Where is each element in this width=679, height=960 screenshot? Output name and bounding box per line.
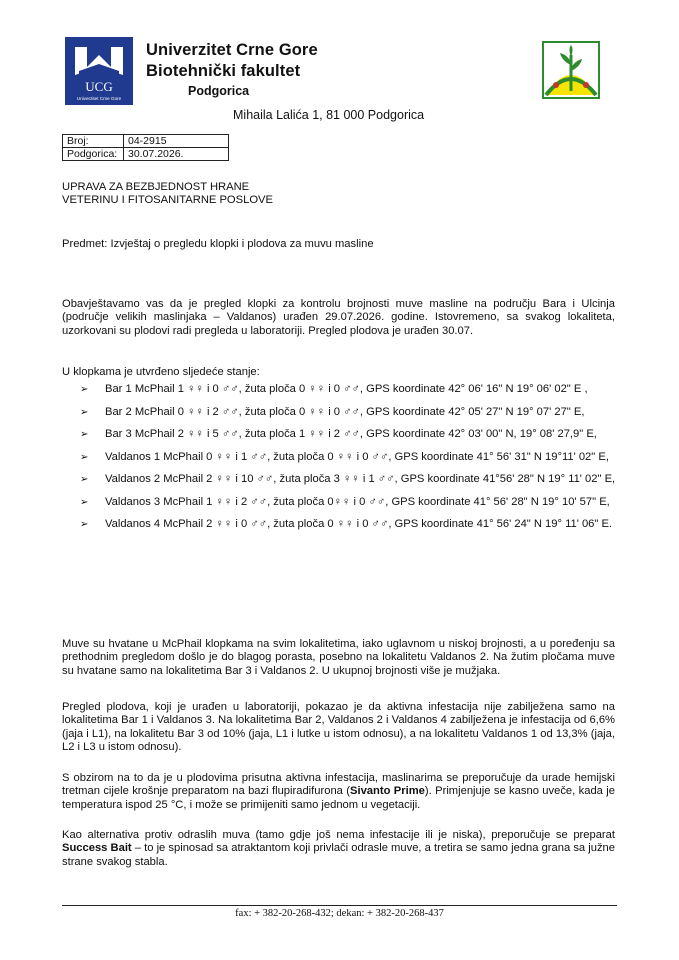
date-label: Podgorica: — [63, 148, 124, 161]
university-name: Univerzitet Crne Gore — [146, 41, 318, 59]
treatment-paragraph — [62, 772, 615, 812]
arrow-bullet-icon: ➢ — [80, 406, 89, 418]
arrow-bullet-icon: ➢ — [80, 384, 89, 395]
reference-table — [62, 134, 229, 161]
arrow-bullet-icon: ➢ — [80, 474, 89, 485]
arrow-bullet-icon: ➢ — [80, 451, 89, 463]
list-item — [80, 518, 620, 531]
list-item — [80, 406, 620, 419]
list-intro: U klopkama je utvrđeno sljedeće stanje: — [62, 366, 260, 378]
recipient-line-1: UPRAVA ZA BEZBJEDNOST HRANE — [62, 181, 250, 193]
fruit-paragraph: Pregled plodova, koji je urađen u laboratoriji, pokazao je da aktivna infestacija nije zabilježena samo na lokalitetima Bar 1 i Valdanos 3. Na lokalitetima Bar 2, Valdanos 2 i Valdanos 4 zabilježena je infestacija od 6,6% (jaja i L1), na lokalitetu Bar 3 od 10% (jaja, L1 i lutke u istom odnosu), a na lokalitetu Valdanos 1 od 13,3% (jaja, L2 i L3 u istom odnosu). — [62, 701, 615, 754]
finding-text: Bar 3 McPhail 2 ♀♀ i 5 ♂♂, žuta ploča 1 ♀♀ i 2 ♂♂, GPS koordinate 42° 03' 00" N, 19° 08' 27,9" E, — [105, 428, 597, 440]
finding-text: Valdanos 3 McPhail 1 ♀♀ i 2 ♂♂, žuta ploča 0♀♀ i 0 ♂♂, GPS koordinate 41° 56' 28" N 19° 10' 57" E, — [105, 495, 610, 508]
catch-paragraph: Muve su hvatane u McPhail klopkama na svim lokalitetima, iako uglavnom u niskoj brojnosti, a u poređenju sa prethodnim pregledom došlo je do blagog porasta, posebno na lokalitetu Valdanos 2. Na žutim pločama muve su hvatane samo na lokalitetima Bar 3 i Valdanos 2. U ukupnoj brojnosti više je mužjaka. — [62, 638, 615, 677]
arrow-bullet-icon: ➢ — [80, 519, 89, 530]
treatment-text-after: ). Primjenjuje se kasno uveče, kada je temperatura ispod 25 °C, i može se primijeniti samo jednom u vegetaciji. — [62, 785, 616, 811]
alternative-text-after: – to je spinosad sa atraktantom koji privlači odrasle muve, a tretira se samo jedna grana sa južne strane svakog stabla. — [62, 842, 615, 868]
reference-row-date — [63, 148, 229, 161]
list-item — [80, 451, 620, 464]
footer-contacts: fax: + 382-20-268-432; dekan: + 382-20-268-437 — [235, 908, 444, 919]
ucg-logo-abbr: UCG — [85, 79, 113, 94]
recipient-line-2: VETERINU I FITOSANITARNE POSLOVE — [62, 194, 273, 207]
reference-row-number — [63, 135, 229, 148]
list-item — [80, 473, 620, 486]
subject-line: Predmet: Izvještaj o pregledu klopki i plodova za muvu masline — [62, 238, 374, 250]
address: Mihaila Lalića 1, 81 000 Podgorica — [233, 108, 425, 122]
alternative-text-before: Kao alternativa protiv odraslih muva (tamo gdje još nema infestacije ili je niska), preporučuje se preparat — [62, 829, 615, 841]
treatment-text-before: S obzirom na to da je u plodovima prisutna aktivna infestacija, maslinarima se preporučuje da urade hemijski tretman cijele krošnje preparatom na bazi flupiradifurona ( — [62, 772, 615, 798]
list-item — [80, 383, 620, 396]
alternative-product: Success Bait — [62, 842, 132, 855]
arrow-bullet-icon: ➢ — [80, 429, 89, 440]
date-value: 30.07.2026. — [124, 148, 229, 161]
finding-text: Bar 2 McPhail 0 ♀♀ i 2 ♂♂, žuta ploča 0 ♀♀ i 0 ♂♂, GPS koordinate 42° 05' 27" N 19° 07' 27" E, — [105, 405, 585, 418]
list-item — [80, 496, 620, 509]
ucg-logo — [65, 37, 133, 105]
footer-divider — [62, 905, 617, 906]
arrow-bullet-icon: ➢ — [80, 496, 89, 508]
finding-text: Bar 1 McPhail 1 ♀♀ i 0 ♂♂, žuta ploča 0 ♀♀ i 0 ♂♂, GPS koordinate 42° 06' 16" N 19° 06' 02" E , — [105, 383, 588, 395]
ucg-logo-caption: Univerzitet Crne Gore — [76, 96, 122, 101]
finding-text: Valdanos 2 McPhail 2 ♀♀ i 10 ♂♂, žuta ploča 3 ♀♀ i 1 ♂♂, GPS koordinate 41°56' 28" N 19° 11' 02" E, — [105, 473, 616, 485]
faculty-name: Biotehnički fakultet — [146, 62, 301, 80]
number-value: 04-2915 — [124, 135, 229, 148]
finding-text: Valdanos 1 McPhail 0 ♀♀ i 1 ♂♂, žuta ploča 0 ♀♀ i 0 ♂♂, GPS koordinate 41° 56' 31" N 19°11' 02" E, — [105, 450, 609, 463]
alternative-paragraph — [62, 829, 615, 869]
treatment-product: Sivanto Prime — [350, 785, 425, 798]
finding-text: Valdanos 4 McPhail 2 ♀♀ i 0 ♂♂, žuta ploča 0 ♀♀ i 0 ♂♂, GPS koordinate 41° 56' 24" N 19° 11' 06" E. — [105, 518, 613, 530]
number-label: Broj: — [63, 135, 124, 148]
faculty-logo — [542, 41, 600, 99]
findings-list — [80, 383, 620, 541]
header-city: Podgorica — [188, 84, 250, 98]
recipient — [62, 181, 273, 208]
intro-paragraph: Obavještavamo vas da je pregled klopki za kontrolu brojnosti muve masline na području Bara i Ulcinja (područje velikih maslinjaka – Valdanos) urađen 29.07.2026. godine. Istovremeno, sa svakog lokaliteta, uzorkovani su plodovi radi pregleda u laboratoriji. Pregled plodova je urađen 30.07. — [62, 298, 615, 337]
list-item — [80, 428, 620, 441]
